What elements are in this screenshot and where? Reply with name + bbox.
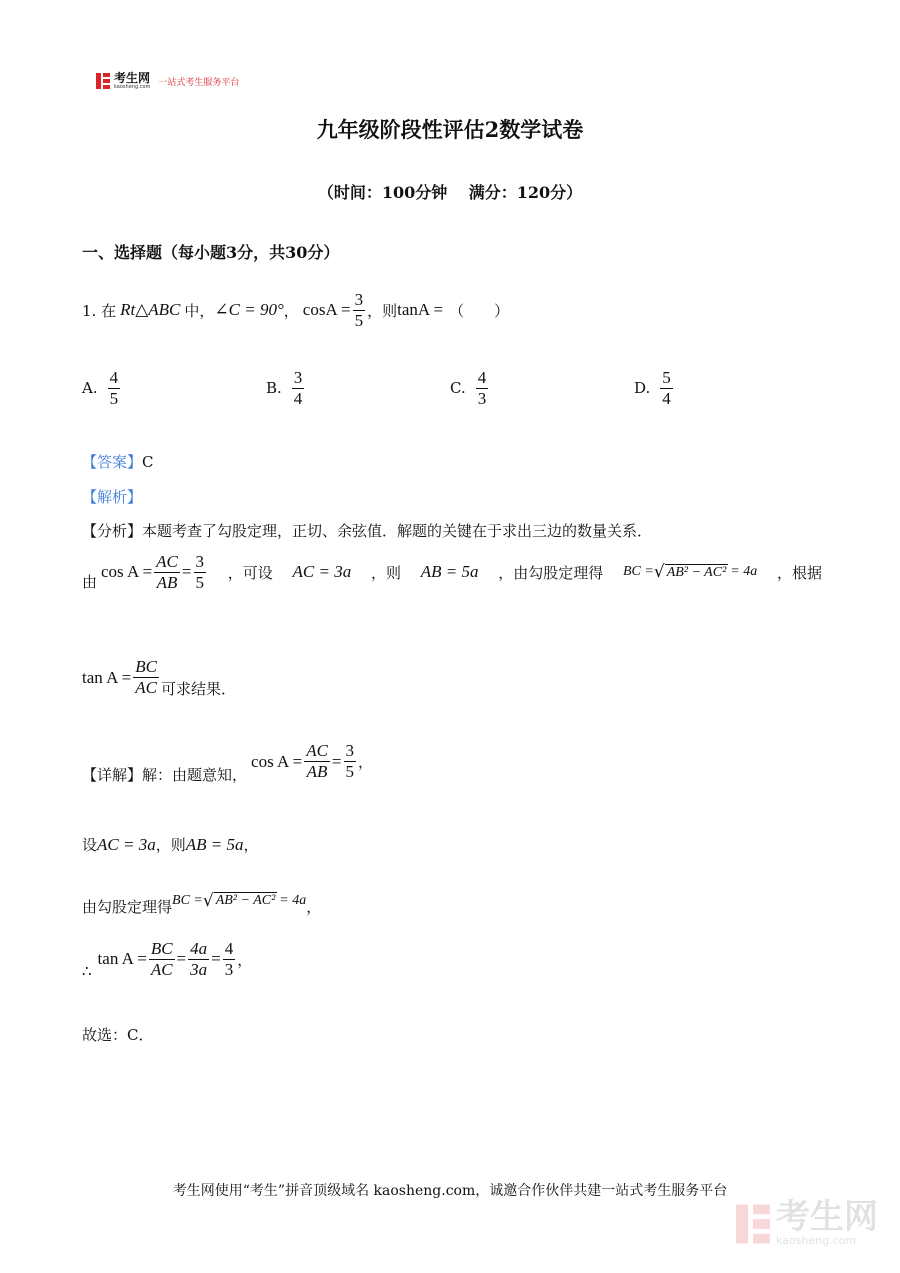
watermark-mark-icon	[736, 1204, 770, 1244]
analysis-cos-group	[82, 552, 208, 592]
option-a-label: A.	[82, 379, 98, 398]
detail-tan-eq-2: =	[211, 949, 221, 968]
detail-therefore: ∴	[82, 962, 92, 980]
analysis-cos: cos A =	[101, 562, 153, 582]
detail-eq: =	[331, 751, 342, 771]
detail-choose: 故选：C．	[82, 1026, 154, 1044]
detail-set-ac: AC = 3a	[97, 834, 156, 854]
detail-tan-frac-1-num: BC	[150, 938, 173, 958]
detail-gougu-text: 由勾股定理得	[82, 898, 173, 916]
detail-line-2	[82, 834, 259, 855]
analysis-tan-num: BC	[135, 657, 157, 677]
analysis-tan: tan A =	[82, 667, 132, 687]
detail-frac-1-num: AC	[306, 741, 328, 761]
analysis-ke: ，可设	[227, 563, 273, 582]
q1-cos-fraction	[353, 290, 366, 330]
q1-blank: （ ）	[449, 301, 510, 320]
q1-angle: ∠C = 90°	[214, 300, 284, 320]
q1-cos-den: 5	[354, 310, 364, 330]
detail-gougu-end: ，	[306, 898, 322, 916]
analysis-sqrt: AB² − AC²	[666, 564, 727, 580]
fenxi-text: 本题考查了勾股定理，正切、余弦值．解题的关键在于求出三边的数量关系．	[142, 522, 653, 540]
detail-tan-frac-3-den: 3	[224, 959, 234, 979]
detail-comma: ，	[358, 753, 374, 771]
detail-tan-frac-3-num: 4	[224, 938, 234, 958]
analysis-genju: ，根据	[776, 563, 822, 582]
analysis-you: 由	[82, 572, 98, 591]
analysis-ab: AB = 5a	[420, 562, 479, 582]
analysis-tan-den: AC	[135, 678, 157, 697]
analysis-frac-1-num: AC	[156, 552, 178, 571]
option-b-fraction	[292, 368, 305, 408]
logo-sub: kaosheng.com	[114, 84, 151, 90]
detail-sqrt-sign: √	[202, 890, 214, 911]
analysis-frac-1	[154, 552, 180, 592]
option-a-num: 4	[109, 368, 119, 387]
page-title: 九年级阶段性评估2数学试卷	[316, 117, 584, 142]
detail-frac-1	[304, 741, 330, 781]
option-d	[634, 368, 675, 408]
detail-frac-2-num: 3	[345, 741, 355, 761]
q1-then: ，则	[367, 301, 398, 320]
detail-tan-frac-1	[149, 939, 175, 979]
analysis-tag: 【解析】	[82, 488, 143, 506]
analysis-tan-text: 可求结果．	[161, 680, 237, 698]
analysis-sqrt-sign: √	[653, 562, 665, 583]
analysis-bc: BC =	[623, 564, 654, 580]
option-c-label: C.	[450, 379, 466, 398]
detail-frac-2	[344, 741, 357, 781]
detail-gougu-sqrt: AB² − AC²	[215, 893, 276, 908]
logo-mark-icon	[96, 73, 110, 89]
q1-cos-num: 3	[354, 290, 364, 309]
footer-text: 考生网使用“考生”拼音顶级域名 kaosheng.com，诚邀合作伙伴共建一站式考生服务平台	[172, 1183, 728, 1199]
answer-line	[82, 451, 154, 472]
detail-set-ab: AB = 5a	[185, 834, 244, 854]
analysis-bc-group	[623, 562, 757, 582]
exam-info: （时间：100分钟 满分：120分）	[317, 183, 583, 202]
detail-set-end: ，	[243, 836, 259, 854]
analysis-ac: AC = 3a	[292, 562, 352, 582]
option-d-num: 5	[662, 368, 671, 387]
site-logo[interactable]	[96, 72, 239, 90]
logo-text: 考生网	[114, 71, 151, 85]
q1-mid: 中，	[184, 301, 215, 320]
watermark-logo	[736, 1197, 878, 1247]
detail-tan-eq-1: =	[176, 949, 187, 968]
detail-frac-2-den: 5	[345, 762, 355, 781]
detail-tan: tan A =	[97, 949, 147, 968]
q1-tan-lhs: tanA =	[397, 300, 444, 320]
fenxi-line	[82, 520, 652, 541]
detail-tag: 【详解】	[82, 766, 143, 784]
q1-prefix: 1. 在	[82, 301, 117, 320]
analysis-line-2	[82, 552, 822, 592]
watermark-wordmark	[776, 1197, 878, 1247]
detail-frac-1-den: AB	[306, 762, 328, 781]
q1-cos-lhs: cosA =	[302, 300, 351, 320]
analysis-eq: =	[181, 562, 192, 582]
answer-value: C	[142, 453, 154, 471]
analysis-ze: ，则	[370, 563, 401, 582]
option-a-fraction	[108, 368, 121, 408]
option-d-label: D.	[634, 379, 651, 398]
section-heading: 一、选择题（每小题3分，共30分）	[82, 243, 340, 262]
analysis-frac-2	[194, 552, 207, 592]
q1-comma: ，	[283, 301, 299, 320]
option-c	[450, 368, 490, 408]
logo-wordmark	[114, 72, 150, 90]
q1-triangle: Rt△ABC	[120, 300, 181, 320]
detail-line-1	[82, 738, 373, 785]
detail-gougu-res: = 4a	[279, 892, 307, 908]
analysis-frac-1-den: AB	[156, 572, 178, 592]
detail-line-3	[82, 884, 321, 917]
detail-tan-frac-3	[223, 939, 236, 979]
detail-set-text: 设	[82, 836, 98, 854]
detail-tan-frac-2	[188, 939, 209, 979]
option-c-fraction	[476, 368, 489, 408]
detail-tan-frac-2-den: 3a	[190, 959, 208, 979]
detail-line-4	[82, 938, 252, 980]
option-d-fraction	[660, 368, 673, 408]
analysis-line-3	[82, 656, 236, 699]
analysis-frac-2-den: 5	[195, 572, 204, 592]
option-a	[82, 368, 122, 408]
analysis-gougu: ，由勾股定理得	[498, 563, 604, 582]
detail-tan-end: ，	[237, 950, 253, 969]
detail-tan-frac-2-num: 4a	[190, 938, 208, 958]
watermark-text: 考生网	[776, 1197, 878, 1237]
detail-cos: cos A =	[251, 751, 303, 771]
watermark-sub: kaosheng.com	[776, 1234, 857, 1247]
logo-slogan: 一站式考生服务平台	[158, 77, 240, 88]
detail-set-ze: ，则	[155, 836, 186, 854]
fenxi-tag: 【分析】	[82, 522, 143, 540]
option-c-den: 3	[477, 388, 487, 408]
answer-tag: 【答案】	[82, 453, 143, 471]
question-1	[82, 290, 509, 330]
option-c-num: 4	[477, 368, 487, 387]
analysis-frac-2-num: 3	[195, 552, 204, 571]
analysis-tan-frac	[133, 657, 159, 697]
detail-gougu-bc: BC =	[172, 892, 203, 908]
analysis-bc-res: = 4a	[730, 564, 758, 580]
option-d-den: 4	[662, 388, 671, 408]
option-a-den: 5	[109, 388, 119, 408]
option-b-num: 3	[293, 368, 303, 387]
detail-tan-frac-1-den: AC	[150, 959, 173, 979]
option-b-den: 4	[293, 388, 303, 408]
detail-intro: 解：由题意知，	[142, 766, 248, 784]
option-b-label: B.	[266, 379, 282, 398]
option-b	[266, 368, 306, 408]
